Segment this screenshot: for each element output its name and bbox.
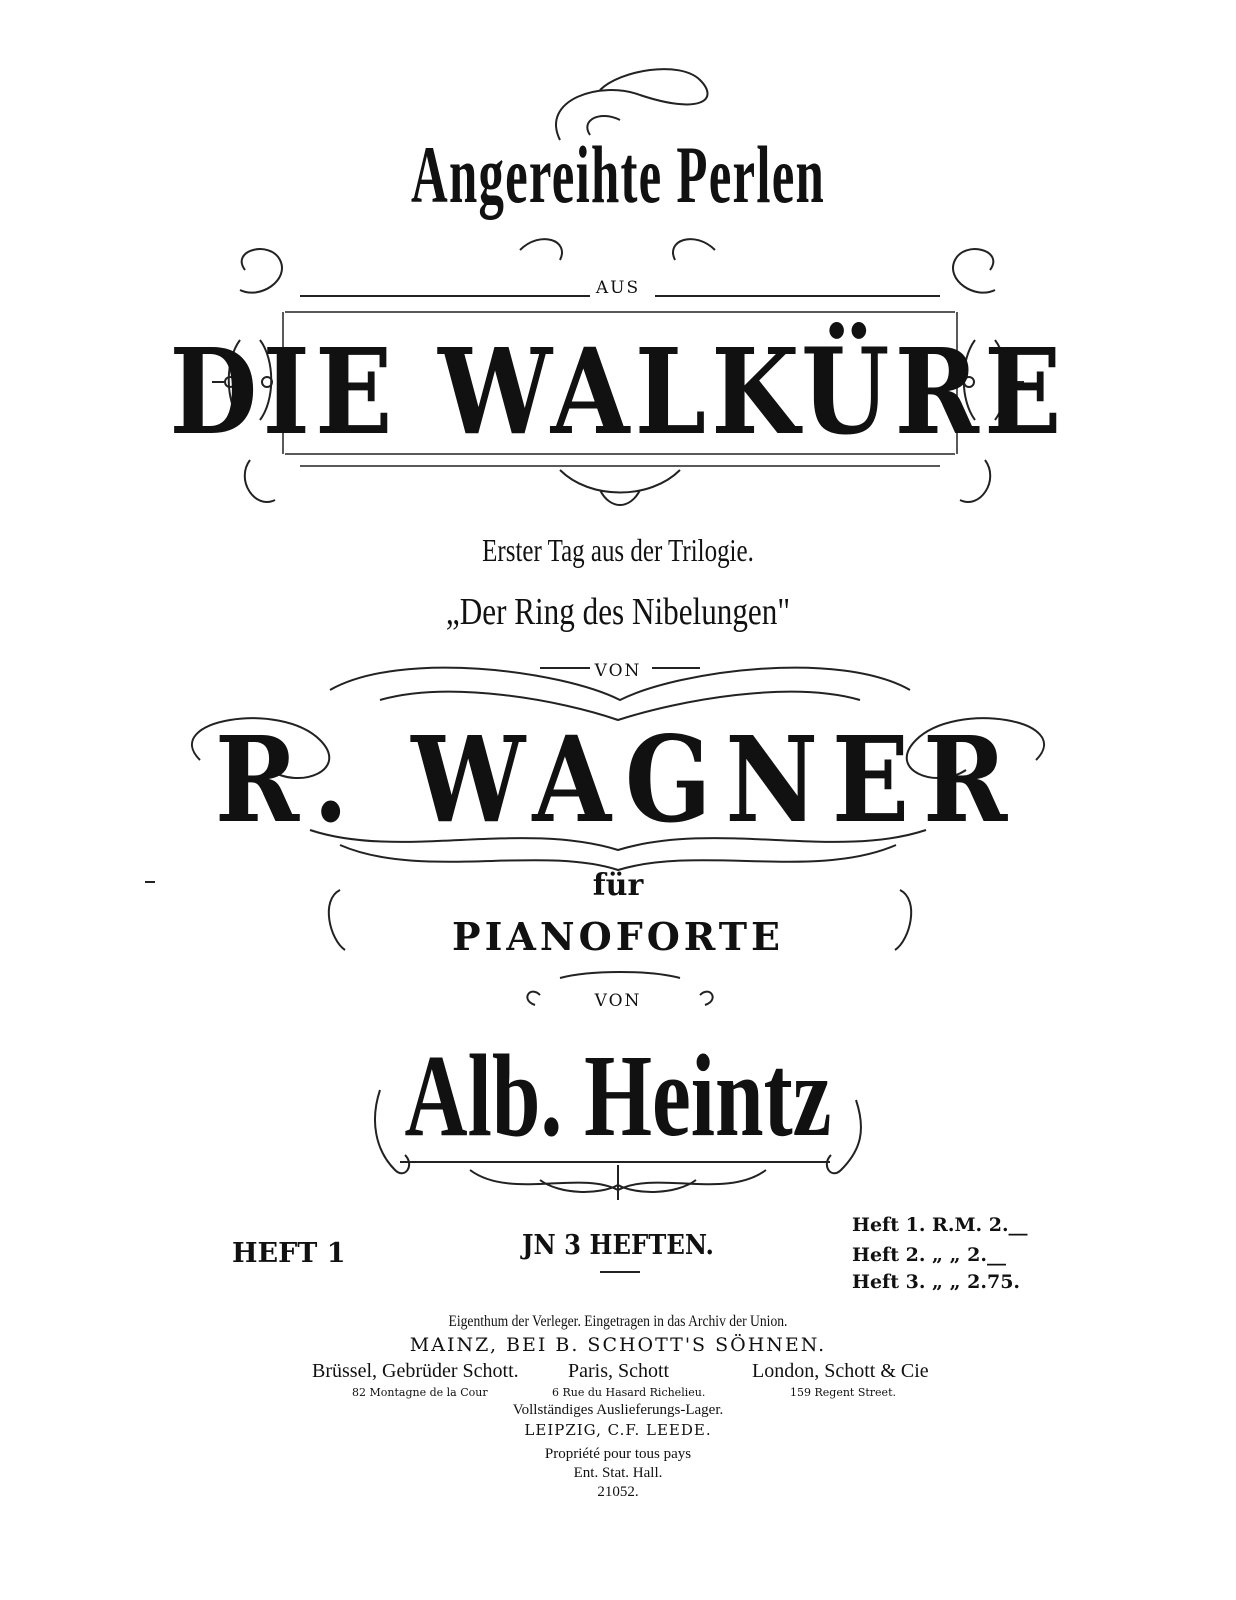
- publisher-paris-address: 6 Rue du Hasard Richelieu.: [552, 1386, 706, 1399]
- propriete-line: Propriété pour tous pays: [544, 1446, 692, 1462]
- subtitle-ring-des-nibelungen: „Der Ring des Nibelungen": [445, 591, 791, 633]
- publisher-bruessel: Brüssel, Gebrüder Schott.: [312, 1360, 519, 1382]
- publisher-london-address: 159 Regent Street.: [790, 1386, 896, 1399]
- in-heften-label: JN 3 HEFTEN.: [521, 1230, 714, 1261]
- publisher-bruessel-address: 82 Montagne de la Cour: [352, 1386, 488, 1399]
- price-line: Heft 1. R.M. 2.__: [852, 1214, 1028, 1236]
- composer-name: R. WAGNER: [214, 710, 1022, 849]
- arranger-name: Alb. Heintz: [404, 1030, 832, 1161]
- von-label-arranger: VON: [594, 991, 642, 1011]
- plate-number: 21052.: [597, 1484, 639, 1500]
- title-line-angereihte-perlen: Angereihte Perlen: [410, 129, 826, 220]
- publisher-leipzig: LEIPZIG, C.F. LEEDE.: [524, 1421, 712, 1439]
- price-line: Heft 3. „ „ 2.75.: [852, 1271, 1021, 1293]
- publisher-paris: Paris, Schott: [568, 1360, 670, 1382]
- publisher-eigenthum: Eigenthum der Verleger. Eingetragen in das Archiv der Union.: [448, 1313, 788, 1330]
- publisher-lager: Vollständiges Auslieferungs-Lager.: [512, 1402, 724, 1418]
- heft-label: HEFT 1: [232, 1238, 346, 1269]
- title-die-walkure: DIE WALKÜRE: [169, 322, 1067, 461]
- title-aus: AUS: [595, 278, 641, 298]
- publisher-main: MAINZ, BEI B. SCHOTT'S SÖHNEN.: [409, 1334, 827, 1356]
- subtitle-erster-tag: Erster Tag aus der Trilogie.: [482, 532, 754, 568]
- fuer-label: für: [592, 868, 644, 903]
- publisher-london: London, Schott & Cie: [752, 1360, 929, 1382]
- instrument-label: PIANOFORTE: [452, 914, 784, 959]
- price-line: Heft 2. „ „ 2.__: [852, 1244, 1006, 1266]
- von-label-composer: VON: [594, 661, 642, 681]
- ent-stat-hall-line: Ent. Stat. Hall.: [573, 1465, 663, 1481]
